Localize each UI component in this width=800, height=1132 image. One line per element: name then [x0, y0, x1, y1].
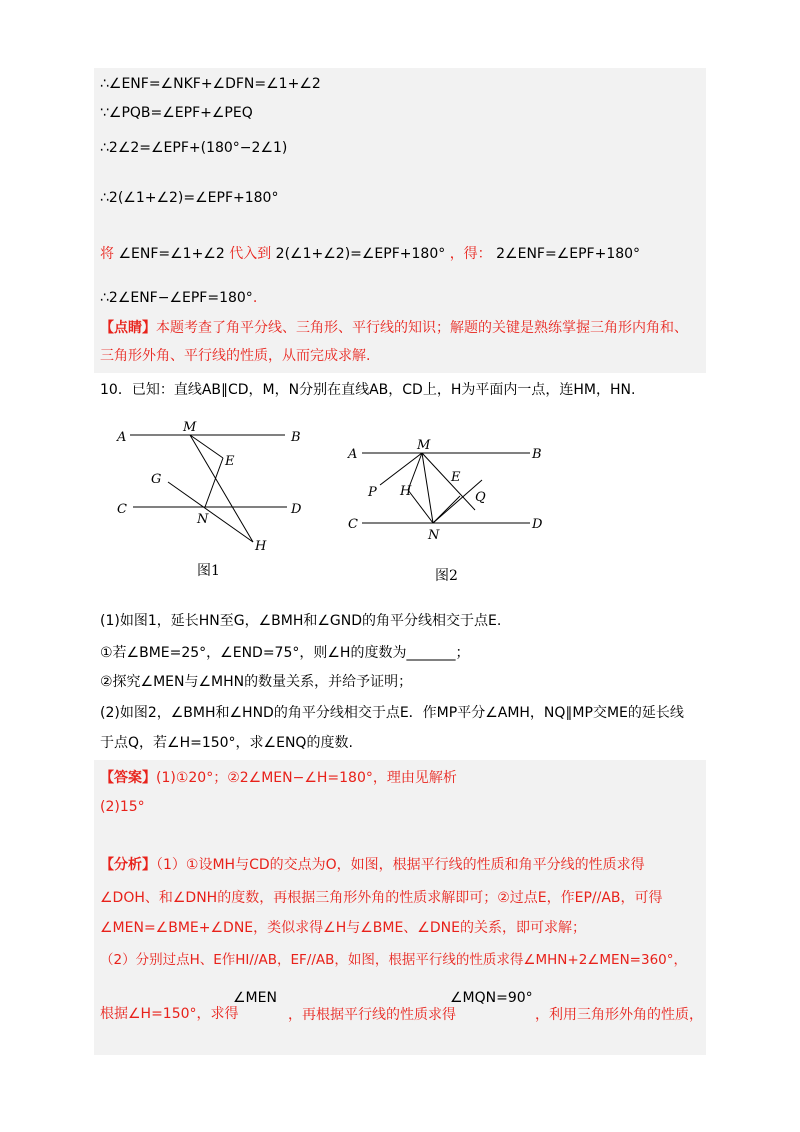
comment-line-1 [100, 318, 688, 338]
fig1-label-D: D [291, 502, 302, 517]
fig1-caption: 图1 [197, 563, 220, 579]
fig1-label-C: C [117, 502, 127, 517]
fig2-label-P: P [368, 485, 377, 500]
fig1-label-E: E [225, 454, 235, 469]
fig2-label-D: D [532, 517, 543, 532]
figure-1 [105, 415, 315, 590]
analysis-line-4: （2）分别过点H、E作HI//AB，EF//AB，如图，根据平行线的性质求得∠MHN+2∠MEN=360°， [100, 952, 687, 968]
analysis-formula-mqn: ∠MQN=90° [450, 990, 533, 1006]
fig2-label-B: B [532, 447, 542, 462]
substitute-formula-1: ∠ENF=∠1+∠2 [118, 246, 225, 262]
fig2-label-Q: Q [475, 490, 486, 505]
comment-text-1: 本题考查了角平分线、三角形、平行线的知识；解题的关键是熟练掌握三角形内角和、 [156, 320, 688, 336]
substitute-get-text: ，得： [449, 246, 492, 262]
answer-text-1: (1)①20°；②2∠MEN−∠H=180°，理由见解析 [156, 770, 457, 786]
solution-line-5 [100, 244, 640, 264]
solution-line-2: ∵∠PQB=∠EPF+∠PEQ [100, 105, 253, 121]
fig1-label-M: M [183, 420, 197, 435]
analysis-formula-men: ∠MEN [233, 990, 277, 1006]
fig1-label-G: G [151, 472, 162, 487]
analysis-text-5e: ，利用三角形外角的性质， [535, 1007, 703, 1023]
fig2-label-H: H [400, 484, 412, 499]
fig1-label-N: N [197, 512, 209, 527]
substitute-into-text: 代入到 [229, 246, 272, 262]
solution-line-6 [100, 288, 257, 308]
substitute-formula-2: 2(∠1+∠2)=∠EPF+180° [275, 246, 446, 262]
fig1-label-A: A [117, 430, 127, 445]
analysis-line-2: ∠DOH、和∠DNH的度数，再根据三角形外角的性质求解即可；②过点E，作EP//AB，可得 [100, 890, 663, 906]
comment-label: 【点睛】 [100, 320, 156, 336]
solution-line-3: ∴2∠2=∠EPF+(180°−2∠1) [100, 140, 288, 156]
analysis-label: 【分析】 [100, 857, 156, 873]
problem-part-1: (1)如图1，延长HN至G，∠BMH和∠GND的角平分线相交于点E. [100, 613, 502, 629]
analysis-line-3: ∠MEN=∠BME+∠DNE，类似求得∠H与∠BME、∠DNE的关系，即可求解； [100, 920, 586, 936]
figure-2 [340, 430, 560, 590]
solution-line-4: ∴2(∠1+∠2)=∠EPF+180° [100, 190, 279, 206]
analysis-text-1: （1）①设MH与CD的交点为O，如图，根据平行线的性质和角平分线的性质求得 [156, 857, 645, 873]
fig2-label-E: E [451, 470, 461, 485]
fig2-label-M: M [417, 438, 431, 453]
substitute-formula-3: 2∠ENF=∠EPF+180° [496, 246, 641, 262]
answer-line-1 [100, 768, 457, 788]
substitute-text: 将 [100, 246, 114, 262]
problem-part-1b: ②探究∠MEN与∠MHN的数量关系，并给予证明； [100, 674, 413, 690]
analysis-line-1 [100, 855, 645, 875]
problem-part-2a: (2)如图2，∠BMH和∠HND的角平分线相交于点E．作MP平分∠AMH，NQ∥MP交ME的延长线 [100, 705, 684, 721]
problem-stem: 10．已知：直线AB∥CD，M，N分别在直线AB，CD上，H为平面内一点，连HM，HN. [100, 382, 636, 398]
problem-part-2b: 于点Q，若∠H=150°，求∠ENQ的度数. [100, 735, 353, 751]
fig2-caption: 图2 [435, 568, 458, 584]
fig2-label-N: N [428, 528, 440, 543]
conclusion-formula: ∴2∠ENF−∠EPF=180° [100, 290, 253, 306]
analysis-line-5 [100, 1004, 239, 1024]
comment-line-2: 三角形外角、平行线的性质，从而完成求解. [100, 348, 371, 364]
problem-part-1a: ①若∠BME=25°，∠END=75°，则∠H的度数为_______； [100, 645, 470, 661]
fig1-label-H: H [255, 539, 267, 554]
analysis-text-5a: 根据∠H=150°，求得 [100, 1006, 239, 1022]
solution-line-1: ∴∠ENF=∠NKF+∠DFN=∠1+∠2 [100, 76, 321, 92]
fig2-label-C: C [348, 517, 358, 532]
fig1-label-B: B [291, 430, 301, 445]
answer-line-2: (2)15° [100, 799, 145, 815]
answer-label: 【答案】 [100, 770, 156, 786]
analysis-text-5c: ，再根据平行线的性质求得 [288, 1007, 456, 1023]
fig2-label-A: A [348, 447, 358, 462]
conclusion-period: . [252, 290, 258, 306]
